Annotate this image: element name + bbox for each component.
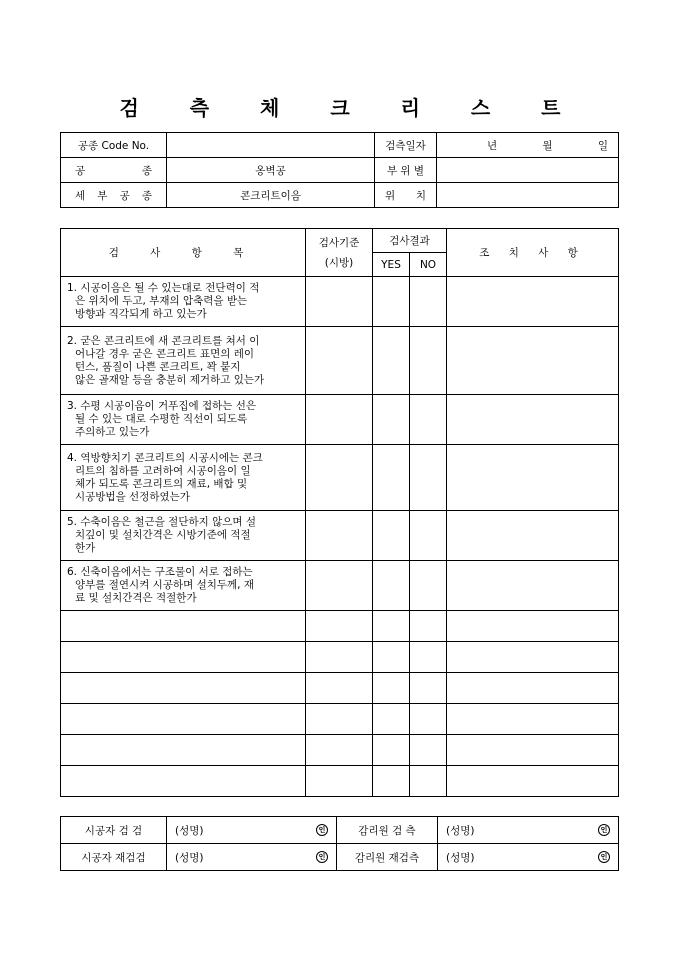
check-item-2: 2. 굳은 콘크리트에 새 콘크리트를 쳐서 이 어나갈 경우 굳은 콘크리트 표면의 레이 턴스, 품질이 나쁜 콘크리트, 꽉 붙지 않은 골재알 등을 충분히 제거하고 있는가 bbox=[61, 327, 306, 395]
yes-cell[interactable] bbox=[373, 327, 410, 395]
date-year-label: 년 bbox=[487, 139, 498, 152]
yes-cell[interactable] bbox=[373, 395, 410, 445]
no-cell[interactable] bbox=[410, 642, 447, 673]
header-items: 검 사 항 목 bbox=[61, 229, 306, 277]
standard-cell[interactable] bbox=[306, 277, 373, 327]
table-row bbox=[61, 395, 619, 445]
inspection-date-value[interactable] bbox=[437, 133, 619, 158]
contractor-reinspect-label: 시공자 재검검 bbox=[61, 844, 167, 871]
no-cell[interactable] bbox=[410, 511, 447, 561]
header-yes: YES bbox=[373, 253, 410, 277]
table-row bbox=[61, 445, 619, 511]
info-table bbox=[60, 132, 619, 208]
seal-icon: 인 bbox=[598, 824, 610, 836]
empty-item-cell[interactable] bbox=[61, 735, 306, 766]
page-title: 검 측 체 크 리 스 트 bbox=[119, 96, 583, 120]
action-cell[interactable] bbox=[447, 395, 619, 445]
table-row bbox=[61, 561, 619, 611]
no-cell[interactable] bbox=[410, 277, 447, 327]
check-item-6: 6. 신축이음에서는 구조물이 서로 접하는 양부를 절연시켜 시공하며 설치두께, 재 료 및 설치간격은 적절한가 bbox=[61, 561, 306, 611]
action-cell[interactable] bbox=[447, 611, 619, 642]
yes-cell[interactable] bbox=[373, 611, 410, 642]
seal-icon: 인 bbox=[598, 851, 610, 863]
seal-icon: 인 bbox=[316, 824, 328, 836]
empty-row bbox=[61, 642, 619, 673]
header-no: NO bbox=[410, 253, 447, 277]
no-cell[interactable] bbox=[410, 735, 447, 766]
yes-cell[interactable] bbox=[373, 511, 410, 561]
action-cell[interactable] bbox=[447, 445, 619, 511]
contractor-inspect-sign[interactable] bbox=[167, 817, 337, 844]
action-cell[interactable] bbox=[447, 511, 619, 561]
checklist-table bbox=[60, 228, 619, 797]
contractor-inspect-label: 시공자 검 검 bbox=[61, 817, 167, 844]
table-row bbox=[61, 511, 619, 561]
no-cell[interactable] bbox=[410, 766, 447, 797]
header-result: 검사결과 bbox=[373, 229, 447, 253]
no-cell[interactable] bbox=[410, 327, 447, 395]
check-item-5: 5. 수축이음은 철근을 절단하지 않으며 설 치깊이 및 설치간격은 시방기준에 적절 한가 bbox=[61, 511, 306, 561]
action-cell[interactable] bbox=[447, 735, 619, 766]
action-cell[interactable] bbox=[447, 704, 619, 735]
standard-cell[interactable] bbox=[306, 673, 373, 704]
empty-item-cell[interactable] bbox=[61, 611, 306, 642]
yes-cell[interactable] bbox=[373, 277, 410, 327]
detail-type-value[interactable]: 콘크리트이음 bbox=[167, 183, 375, 208]
empty-item-cell[interactable] bbox=[61, 673, 306, 704]
date-day-label: 일 bbox=[597, 139, 608, 152]
no-cell[interactable] bbox=[410, 704, 447, 735]
no-cell[interactable] bbox=[410, 673, 447, 704]
standard-cell[interactable] bbox=[306, 327, 373, 395]
part-value[interactable] bbox=[437, 158, 619, 183]
work-code-value[interactable] bbox=[167, 133, 375, 158]
contractor-reinspect-sign[interactable] bbox=[167, 844, 337, 871]
work-code-label: 공종 Code No. bbox=[61, 133, 167, 158]
check-item-3: 3. 수평 시공이음이 거푸집에 접하는 선은 될 수 있는 대로 수평한 직선이 되도록 주의하고 있는가 bbox=[61, 395, 306, 445]
standard-cell[interactable] bbox=[306, 735, 373, 766]
yes-cell[interactable] bbox=[373, 673, 410, 704]
supervisor-inspect-label: 감리원 검 측 bbox=[337, 817, 438, 844]
empty-row bbox=[61, 735, 619, 766]
no-cell[interactable] bbox=[410, 561, 447, 611]
check-item-4: 4. 역방향치기 콘크리트의 시공시에는 콘크 리트의 침하를 고려하여 시공이음이 일 체가 되도록 콘크리트의 재료, 배합 및 시공방법을 선정하였는가 bbox=[61, 445, 306, 511]
empty-row bbox=[61, 766, 619, 797]
empty-row bbox=[61, 673, 619, 704]
standard-cell[interactable] bbox=[306, 445, 373, 511]
detail-type-label: 세 부 공 종 bbox=[61, 183, 167, 208]
yes-cell[interactable] bbox=[373, 445, 410, 511]
standard-cell[interactable] bbox=[306, 561, 373, 611]
table-row bbox=[61, 327, 619, 395]
check-item-1: 1. 시공이음은 될 수 있는대로 전단력이 적 은 위치에 두고, 부재의 압축력을 받는 방향과 직각되게 하고 있는가 bbox=[61, 277, 306, 327]
work-type-label: 공 종 bbox=[61, 158, 167, 183]
name-placeholder: (성명) bbox=[175, 851, 204, 864]
supervisor-reinspect-sign[interactable] bbox=[438, 844, 619, 871]
standard-cell[interactable] bbox=[306, 704, 373, 735]
action-cell[interactable] bbox=[447, 277, 619, 327]
date-month-label: 월 bbox=[542, 139, 553, 152]
empty-row bbox=[61, 704, 619, 735]
header-standard: 검사기준 (시방) bbox=[306, 229, 373, 277]
location-value[interactable] bbox=[437, 183, 619, 208]
empty-item-cell[interactable] bbox=[61, 766, 306, 797]
location-label: 위 치 bbox=[375, 183, 437, 208]
yes-cell[interactable] bbox=[373, 642, 410, 673]
no-cell[interactable] bbox=[410, 445, 447, 511]
yes-cell[interactable] bbox=[373, 704, 410, 735]
no-cell[interactable] bbox=[410, 611, 447, 642]
standard-cell[interactable] bbox=[306, 395, 373, 445]
yes-cell[interactable] bbox=[373, 735, 410, 766]
seal-icon: 인 bbox=[316, 851, 328, 863]
signature-table bbox=[60, 816, 619, 871]
action-cell[interactable] bbox=[447, 561, 619, 611]
inspection-date-label: 검측일자 bbox=[375, 133, 437, 158]
action-cell[interactable] bbox=[447, 766, 619, 797]
no-cell[interactable] bbox=[410, 395, 447, 445]
action-cell[interactable] bbox=[447, 673, 619, 704]
supervisor-inspect-sign[interactable] bbox=[438, 817, 619, 844]
empty-item-cell[interactable] bbox=[61, 642, 306, 673]
yes-cell[interactable] bbox=[373, 561, 410, 611]
work-type-value[interactable]: 옹벽공 bbox=[167, 158, 375, 183]
yes-cell[interactable] bbox=[373, 766, 410, 797]
standard-cell[interactable] bbox=[306, 766, 373, 797]
table-row bbox=[61, 277, 619, 327]
standard-cell[interactable] bbox=[306, 511, 373, 561]
standard-cell[interactable] bbox=[306, 611, 373, 642]
name-placeholder: (성명) bbox=[446, 824, 475, 837]
action-cell[interactable] bbox=[447, 642, 619, 673]
empty-item-cell[interactable] bbox=[61, 704, 306, 735]
part-label: 부 위 별 bbox=[375, 158, 437, 183]
supervisor-reinspect-label: 감리원 재검측 bbox=[337, 844, 438, 871]
standard-cell[interactable] bbox=[306, 642, 373, 673]
name-placeholder: (성명) bbox=[446, 851, 475, 864]
header-action: 조 치 사 항 bbox=[447, 229, 619, 277]
name-placeholder: (성명) bbox=[175, 824, 204, 837]
empty-row bbox=[61, 611, 619, 642]
action-cell[interactable] bbox=[447, 327, 619, 395]
